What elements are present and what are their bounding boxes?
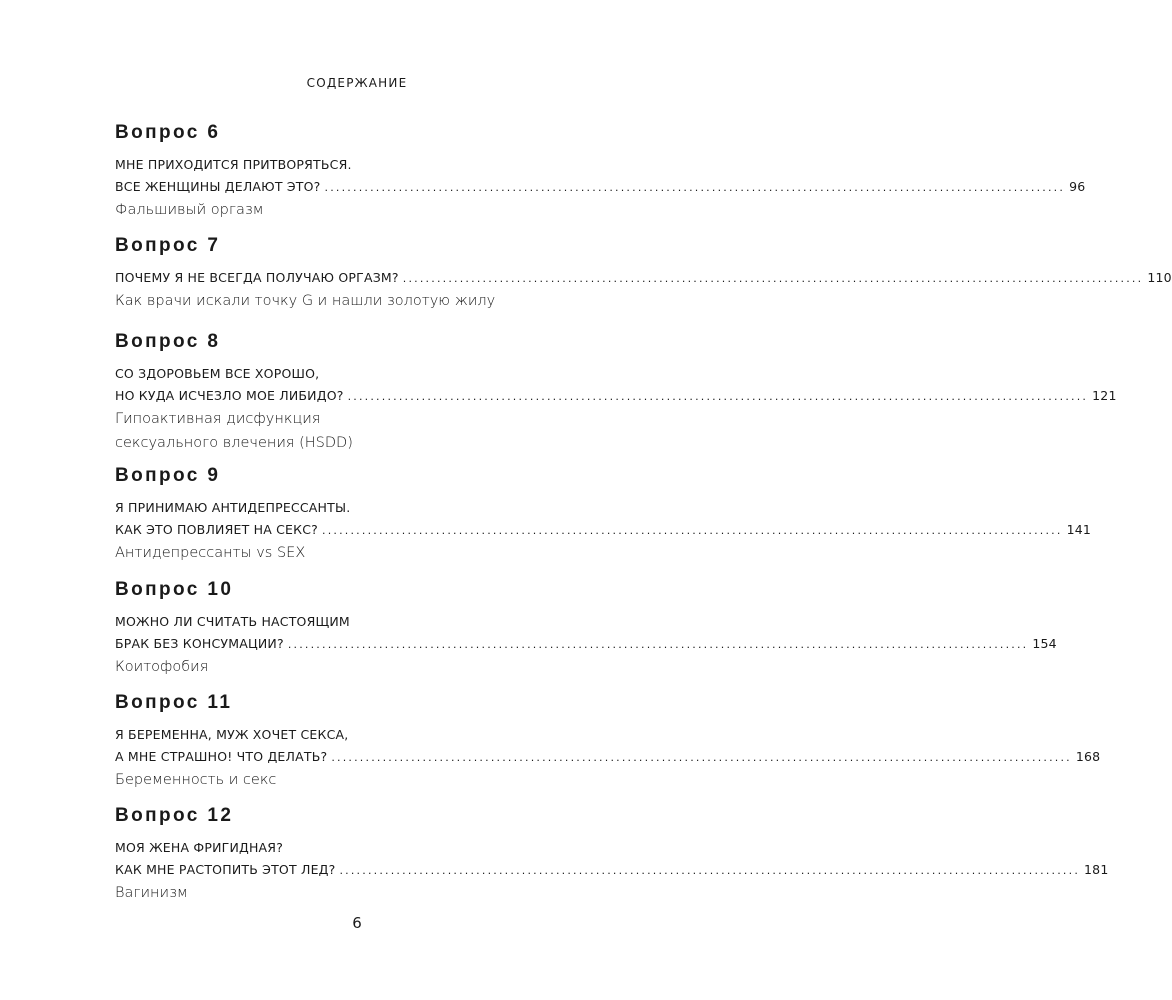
chapter-subtitle: Фальшивый оргазм — [115, 202, 264, 218]
page-reference: 181 — [1084, 862, 1109, 877]
page-number: 6 — [352, 914, 362, 932]
chapter-subtitle: Коитофобия — [115, 659, 209, 675]
toc-section-8 — [115, 329, 1117, 455]
running-head: СОДЕРЖАНИЕ — [306, 76, 408, 90]
chapter-subtitle: Антидепрессанты vs SEX — [115, 545, 306, 561]
chapter-line-with-page — [115, 519, 1092, 541]
page-reference: 141 — [1066, 522, 1092, 537]
dot-leader: .................................................................................................................................. — [347, 390, 1089, 403]
chapter-line: МОЯ ЖЕНА ФРИГИДНАЯ? — [115, 840, 284, 855]
question-title: Вопрос 11 — [115, 692, 233, 713]
toc-section-9 — [115, 463, 1092, 565]
chapter-line: МНЕ ПРИХОДИТСЯ ПРИТВОРЯТЬСЯ. — [115, 157, 352, 172]
question-title: Вопрос 12 — [115, 805, 234, 826]
chapter-subtitle: сексуального влечения (HSDD) — [115, 435, 353, 451]
dot-leader: .................................................................................................................................. — [331, 751, 1072, 764]
toc-section-12 — [115, 803, 1109, 905]
toc-section-10 — [115, 577, 1057, 679]
chapter-title[interactable] — [115, 154, 1086, 198]
chapter-title[interactable] — [115, 837, 1109, 881]
dot-leader: .................................................................................................................................. — [287, 638, 1029, 651]
chapter-subtitle: Гипоактивная дисфункция — [115, 411, 321, 427]
chapter-line-text: А МНЕ СТРАШНО! ЧТО ДЕЛАТЬ? — [115, 749, 328, 764]
chapter-line-text: ВСЕ ЖЕНЩИНЫ ДЕЛАЮТ ЭТО? — [115, 179, 321, 194]
chapter-line-with-page — [115, 267, 1172, 289]
chapter-line-with-page — [115, 633, 1057, 655]
chapter-title[interactable] — [115, 611, 1057, 655]
dot-leader: .................................................................................................................................. — [324, 181, 1066, 194]
chapter-subtitle: Как врачи искали точку G и нашли золотую жилу — [115, 293, 496, 309]
page-reference: 121 — [1092, 388, 1117, 403]
question-title: Вопрос 7 — [115, 235, 221, 256]
toc-section-11 — [115, 690, 1101, 792]
dot-leader: .................................................................................................................................. — [402, 272, 1144, 285]
chapter-subtitle: Вагинизм — [115, 885, 188, 901]
chapter-line: Я БЕРЕМЕННА, МУЖ ХОЧЕТ СЕКСА, — [115, 727, 349, 742]
chapter-line-with-page — [115, 746, 1101, 768]
chapter-line: СО ЗДОРОВЬЕМ ВСЕ ХОРОШО, — [115, 366, 320, 381]
chapter-line: Я ПРИНИМАЮ АНТИДЕПРЕССАНТЫ. — [115, 500, 351, 515]
chapter-line-with-page — [115, 385, 1117, 407]
toc-section-7 — [115, 233, 1172, 313]
page-reference: 96 — [1069, 179, 1086, 194]
chapter-title[interactable] — [115, 267, 1172, 289]
chapter-title[interactable] — [115, 724, 1101, 768]
page-reference: 154 — [1032, 636, 1057, 651]
chapter-title[interactable] — [115, 363, 1117, 407]
chapter-title[interactable] — [115, 497, 1092, 541]
chapter-subtitle: Беременность и секс — [115, 772, 277, 788]
dot-leader: .................................................................................................................................. — [339, 864, 1081, 877]
chapter-line-text: КАК ЭТО ПОВЛИЯЕТ НА СЕКС? — [115, 522, 318, 537]
chapter-line-with-page — [115, 859, 1109, 881]
question-title: Вопрос 6 — [115, 122, 221, 143]
question-title: Вопрос 9 — [115, 465, 221, 486]
toc-section-6 — [115, 120, 1086, 222]
chapter-line-text: БРАК БЕЗ КОНСУМАЦИИ? — [115, 636, 284, 651]
chapter-line-with-page — [115, 176, 1086, 198]
chapter-line-text: КАК МНЕ РАСТОПИТЬ ЭТОТ ЛЕД? — [115, 862, 336, 877]
dot-leader: .................................................................................................................................. — [322, 524, 1063, 537]
question-title: Вопрос 8 — [115, 331, 221, 352]
page-reference: 110 — [1147, 270, 1172, 285]
chapter-line: МОЖНО ЛИ СЧИТАТЬ НАСТОЯЩИМ — [115, 614, 350, 629]
page-reference: 168 — [1075, 749, 1101, 764]
question-title: Вопрос 10 — [115, 579, 234, 600]
chapter-line-text: ПОЧЕМУ Я НЕ ВСЕГДА ПОЛУЧАЮ ОРГАЗМ? — [115, 270, 399, 285]
chapter-line-text: НО КУДА ИСЧЕЗЛО МОЕ ЛИБИДО? — [115, 388, 344, 403]
